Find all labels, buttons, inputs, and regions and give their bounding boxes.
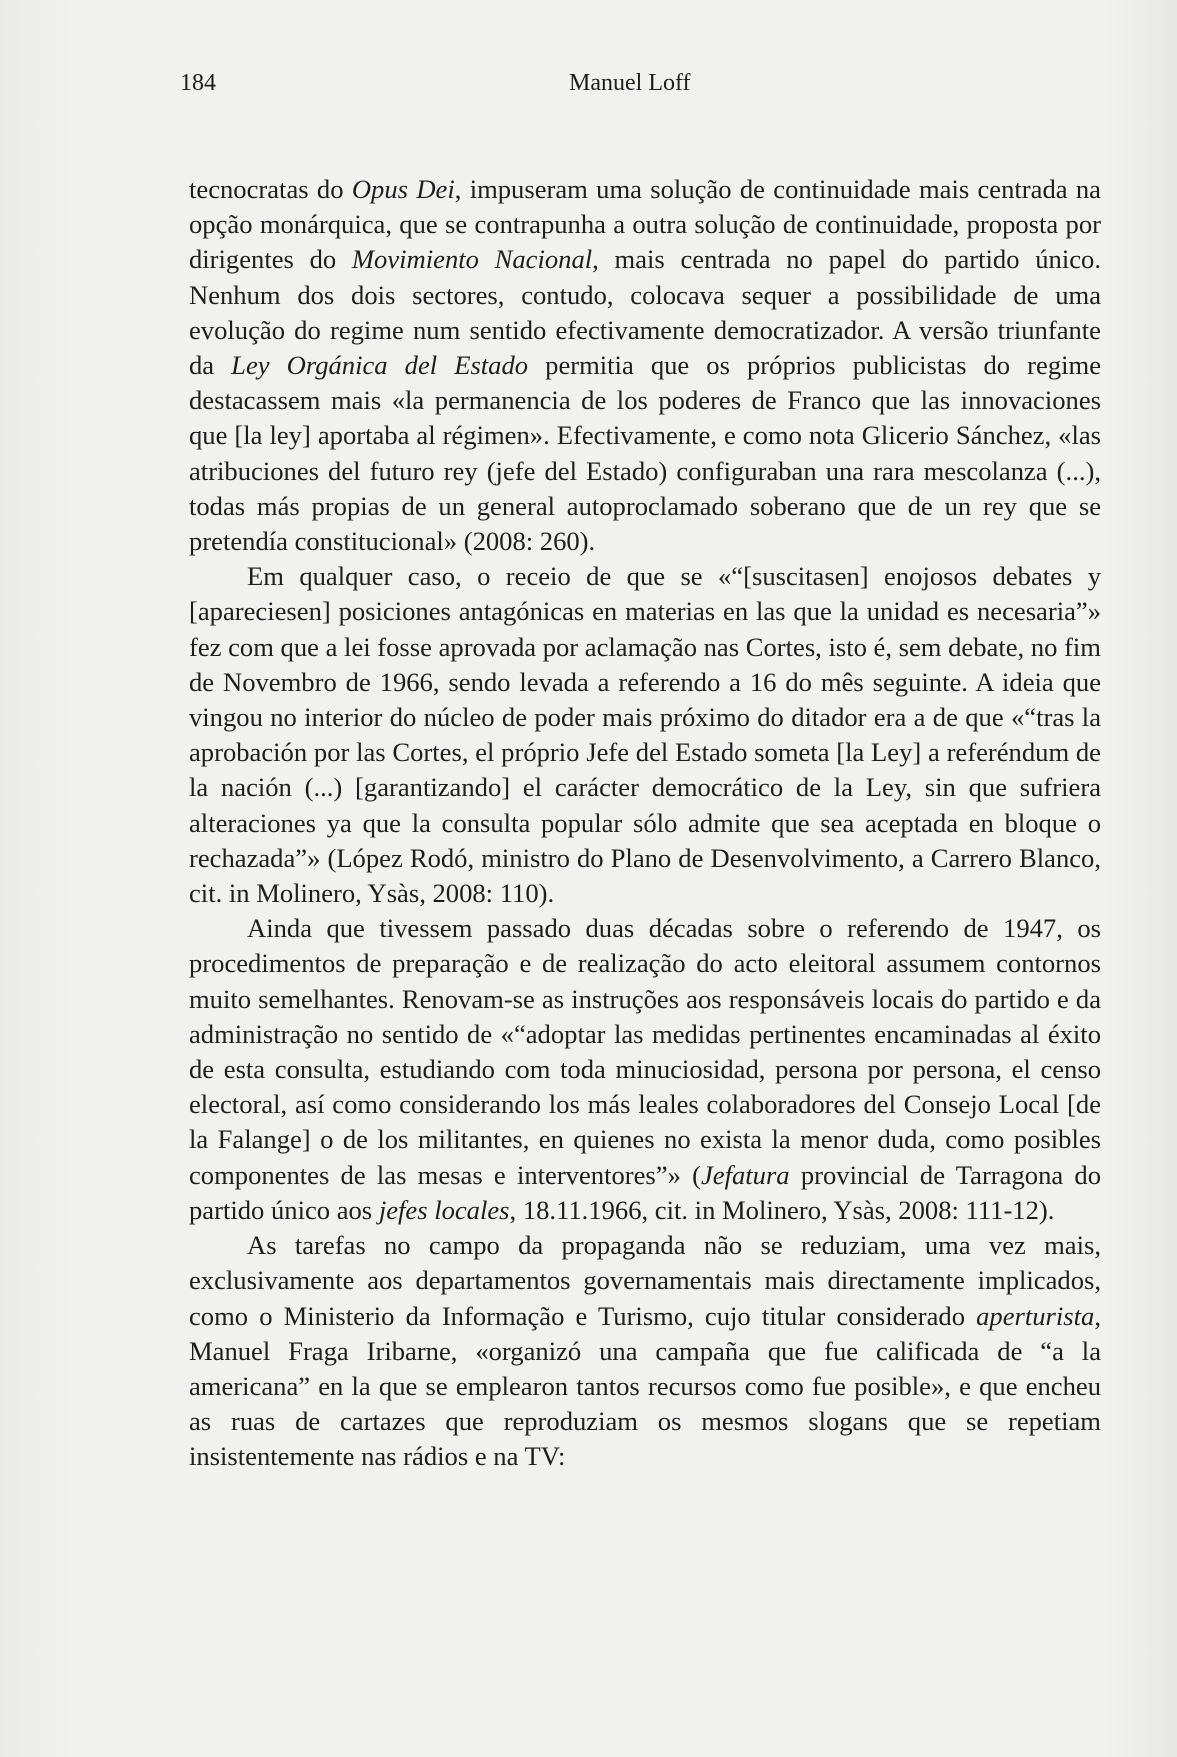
paragraph-4 xyxy=(189,1228,1101,1474)
body-text xyxy=(189,172,1101,1475)
text-run: permitia que os próprios publicistas do regime destacassem mais «la permanencia de los poderes de Franco que las innovaciones que [la ley] aportaba al régimen». Efectivamente, e como nota Glicerio Sánchez, «las atribuciones del futuro rey (jefe del Estado) configuraban una rara mescolanza (...), todas más propias de un general autoproclamado soberano que de un rey que se pretendía constitucional» (2008: 260). xyxy=(189,350,1102,557)
text-run: provincial de Tarragona do partido único aos xyxy=(189,1159,1101,1225)
italic-text-run: Movimiento Nacional xyxy=(351,244,593,275)
text-run: , impuseram uma solução de continuidade mais centrada na opção monárquica, que se contrapunha a outra solução de continuidade, proposta por dirigentes do xyxy=(189,174,1101,275)
text-run: tecnocratas do xyxy=(189,174,352,204)
text-run: As tarefas no campo da propaganda não se reduziam, uma vez mais, exclusivamente aos departamentos governamentais mais directamente implicados, como o Ministerio da Informação e Turismo, cujo titular considerado xyxy=(189,1230,1101,1331)
text-run: , mais centrada no papel do partido único. Nenhum dos dois sectores, contudo, colocava sequer a possibilidade de uma evolução do regime num sentido efectivamente democratizador. A versão triunfante da xyxy=(189,244,1101,381)
text-run: , Manuel Fraga Iribarne, «organizó una campaña que fue calificada de “a la americana” en la que se emplearon tantos recursos como fue posible», e que encheu as ruas de cartazes que reproduziam os mesmos slogans que se repetiam insistentemente nas rádios e na TV: xyxy=(189,1300,1101,1472)
paragraph-3 xyxy=(189,911,1101,1228)
italic-text-run: aperturista xyxy=(976,1300,1095,1331)
paragraph-2 xyxy=(189,559,1101,911)
text-run: , 18.11.1966, cit. in Molinero, Ysàs, 2008: 111-12). xyxy=(509,1194,1055,1225)
italic-text-run: Opus Dei xyxy=(351,174,455,204)
text-run: Ainda que tivessem passado duas décadas sobre o referendo de 1947, os procedimentos de preparação e de realização do acto eleitoral assumem contornos muito semelhantes. Renovam-se as instruções aos responsáveis locais do partido e da administração no sentido de «“adoptar las medidas pertinentes encaminadas al éxito de esta consulta, estudiando com toda minuciosidad, persona por persona, el censo electoral, así como considerando los más leales colaboradores del Consejo Local [de la Falange] o de los militantes, en quienes no exista la menor duda, como posibles componentes de las mesas e interventores”» ( xyxy=(189,913,1101,1190)
paragraph-1 xyxy=(189,172,1101,559)
italic-text-run: Jefatura xyxy=(700,1159,790,1190)
italic-text-run: jefes locales xyxy=(378,1194,510,1225)
page-number: 184 xyxy=(180,70,216,96)
text-run: Em qualquer caso, o receio de que se «“[suscitasen] enojosos debates y [apareciesen] posiciones antagónicas en materias en las que la unidad es necesaria”» fez com que a lei fosse aprovada por aclamação nas Cortes, isto é, sem debate, no fim de Novembro de 1966, sendo levada a referendo a 16 do mês seguinte. A ideia que vingou no interior do núcleo de poder mais próximo do ditador era a de que «“tras la aprobación por las Cortes, el próprio Jefe del Estado someta [la Ley] a referéndum de la nación (...) [garantizando] el carácter democrático de la Ley, sin que sufriera alteraciones ya que la consulta popular sólo admite que sea aceptada en bloque o rechazada”» (López Rodó, ministro do Plano de Desenvolvimento, a Carrero Blanco, cit. in Molinero, Ysàs, 2008: 110). xyxy=(189,561,1101,909)
page-header xyxy=(180,70,1103,106)
running-head: Manuel Loff xyxy=(569,70,691,96)
italic-text-run: Ley Orgánica del Estado xyxy=(231,350,529,381)
